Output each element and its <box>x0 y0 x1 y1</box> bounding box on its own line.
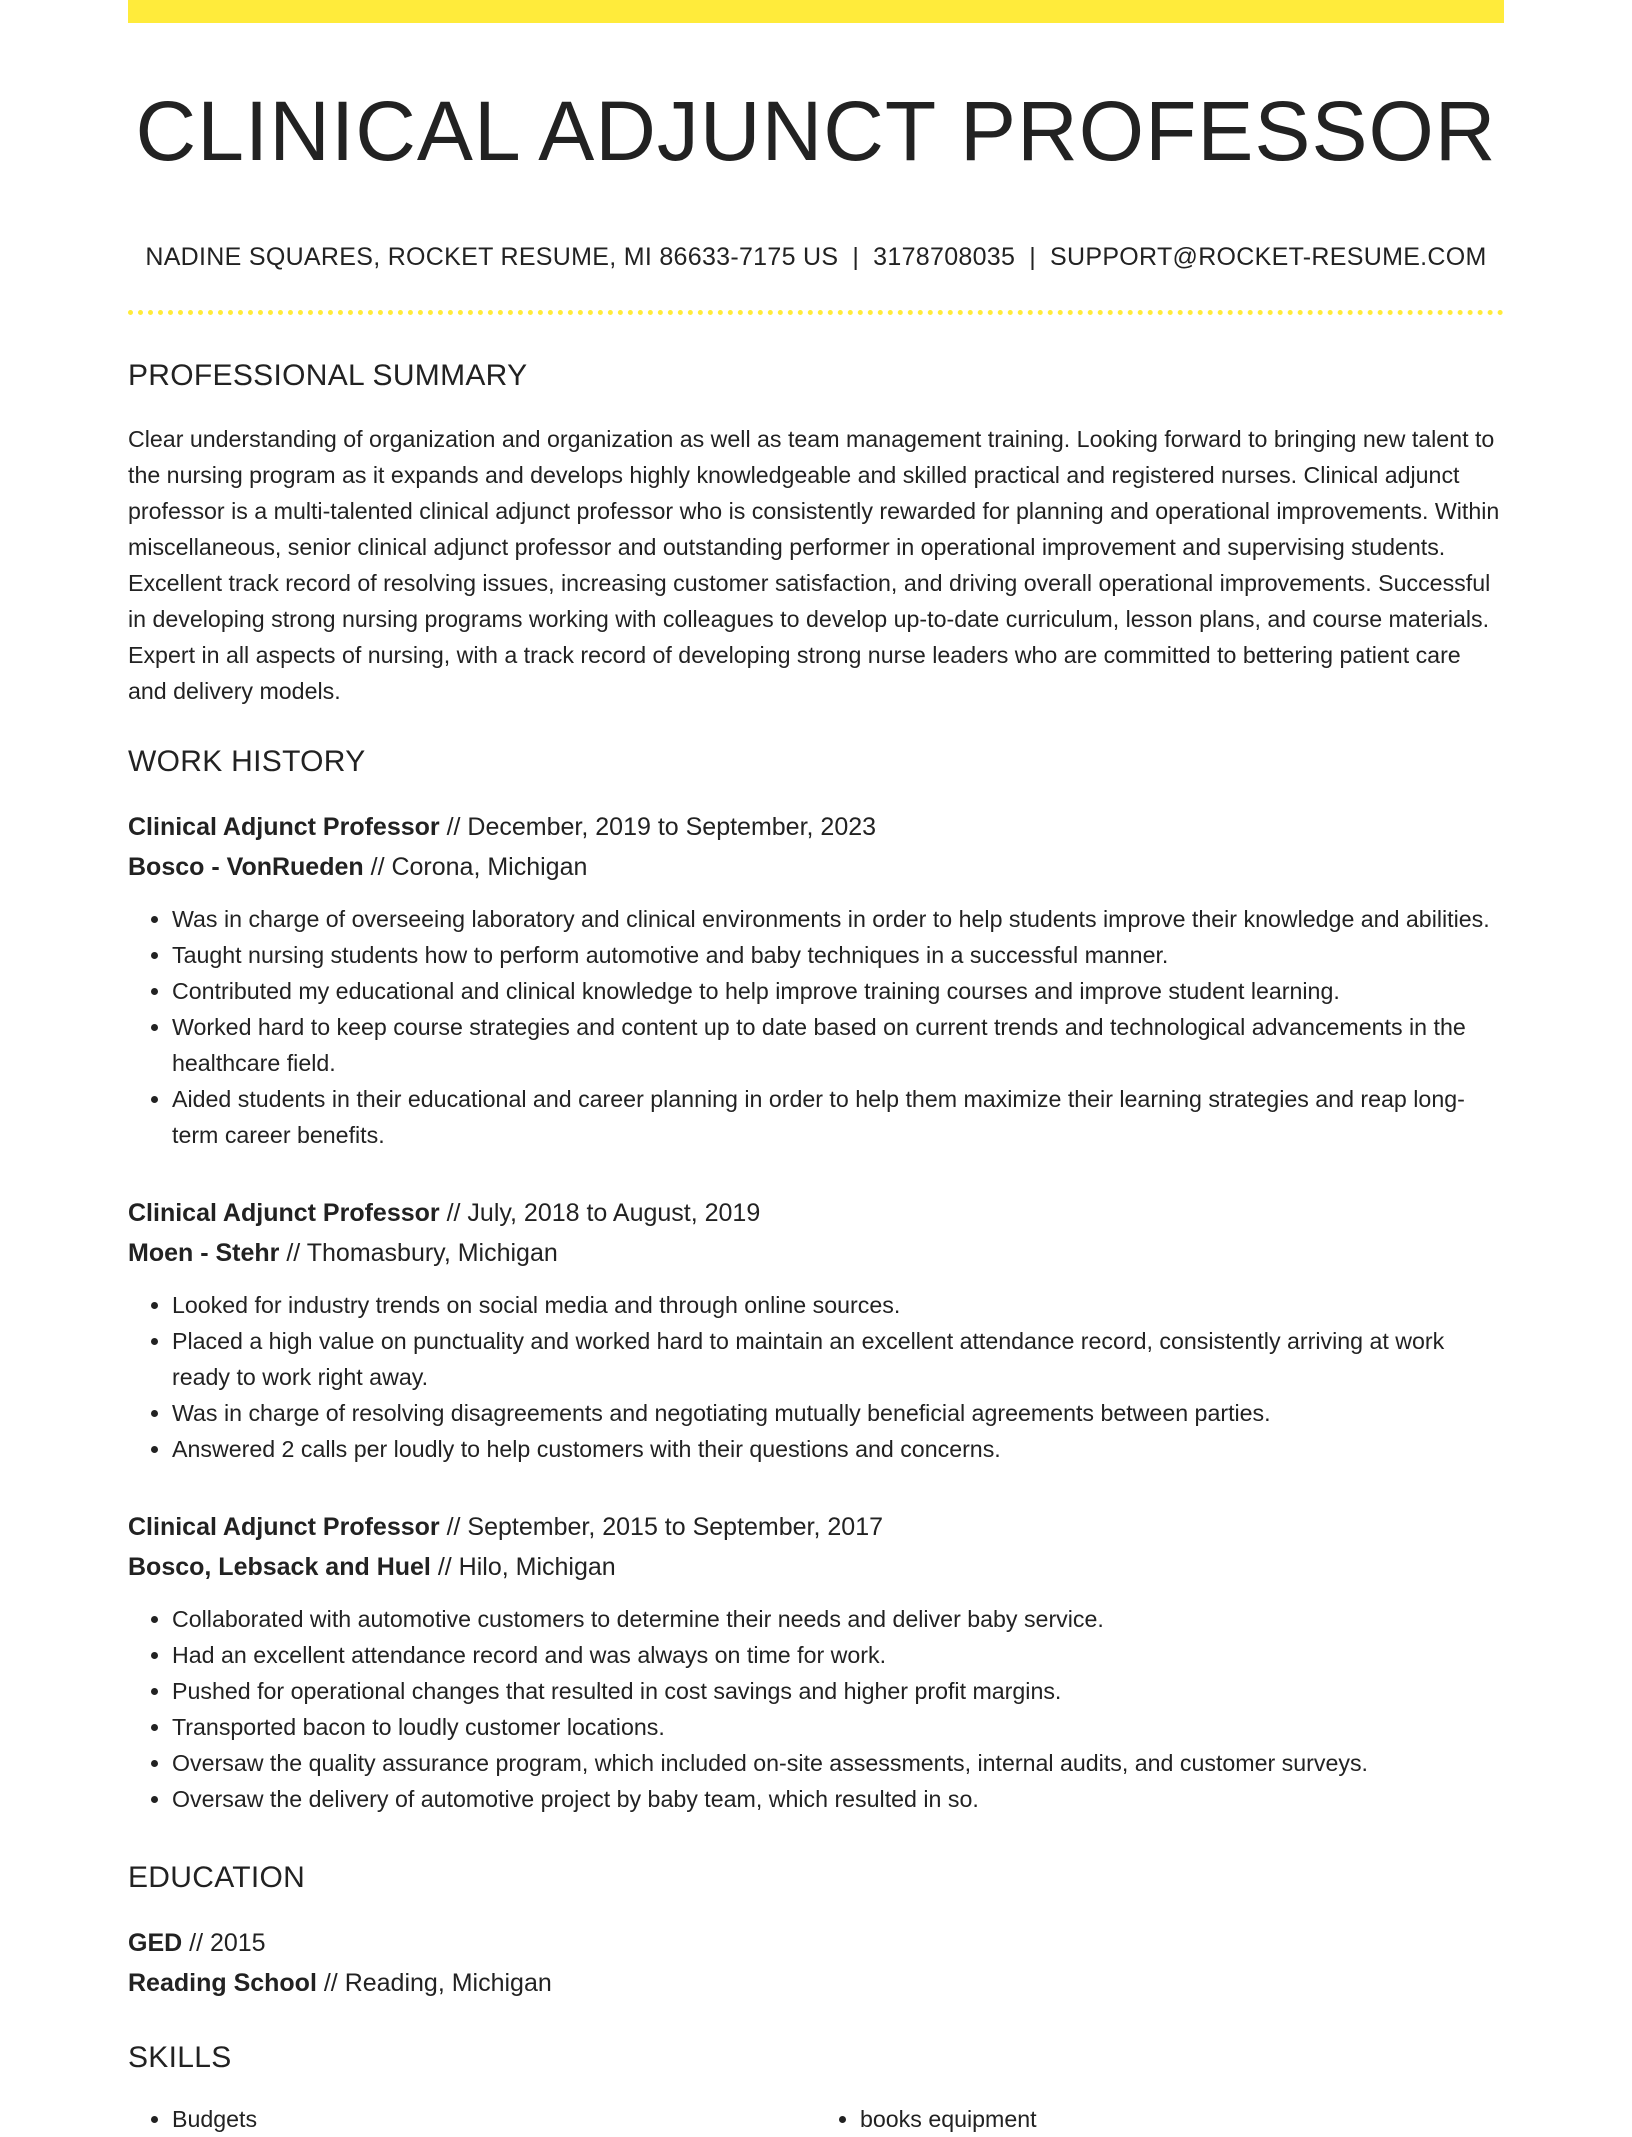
job-company: Bosco - VonRueden <box>128 853 364 882</box>
job-bullet: • Transported bacon to loudly customer locations. <box>172 1709 1504 1745</box>
job-title-line <box>128 1507 1504 1547</box>
skills-column-left <box>128 2101 816 2137</box>
job-bullet: • Aided students in their educational and career planning in order to help them maximize their learning strategies and reap long-term career benefits. <box>172 1081 1504 1153</box>
job-bullet: • Pushed for operational changes that resulted in cost savings and higher profit margins. <box>172 1673 1504 1709</box>
dotted-divider <box>128 310 1504 315</box>
summary-text: Clear understanding of organization and organization as well as team management training. Looking forward to bringing new talent to the nursing program as it expands and develops highly knowledgeable and skilled practical and registered nurses. Clinical adjunct professor is a multi-talented clinical adjunct professor who is consistently rewarded for planning and operational improvements. Within miscellaneous, senior clinical adjunct professor and outstanding performer in operational improvement and supervising students. Excellent track record of resolving issues, increasing customer satisfaction, and driving overall operational improvements. Successful in developing strong nursing programs working with colleagues to develop up-to-date curriculum, lesson plans, and course materials. Expert in all aspects of nursing, with a track record of developing strong nurse leaders who are committed to bettering patient care and delivery models. <box>128 426 1500 705</box>
skills-column-right <box>816 2101 1504 2137</box>
work-history-heading: WORK HISTORY <box>128 745 366 779</box>
skill-item: • books equipment <box>860 2101 1504 2137</box>
education-location: // Reading, Michigan <box>316 1969 552 1998</box>
education-entry <box>128 1923 1504 2003</box>
summary-heading: PROFESSIONAL SUMMARY <box>128 359 528 393</box>
job-title: Clinical Adjunct Professor <box>128 813 440 842</box>
job-bullet: • Answered 2 calls per loudly to help customers with their questions and concerns. <box>172 1431 1504 1467</box>
job-title-line <box>128 807 1504 847</box>
job-location: // Thomasbury, Michigan <box>279 1239 558 1268</box>
job-bullet: • Worked hard to keep course strategies and content up to date based on current trends and technological advancements in the healthcare field. <box>172 1009 1504 1081</box>
education-school-line <box>128 1963 1504 2003</box>
contact-separator: | <box>1029 243 1037 272</box>
job-entry <box>128 1193 1504 1467</box>
job-bullets <box>128 1287 1504 1467</box>
job-entry <box>128 807 1504 1153</box>
resume-title: CLINICAL ADJUNCT PROFESSOR <box>135 84 1497 178</box>
skill-item: • Budgets <box>172 2101 816 2137</box>
contact-separator: | <box>852 243 860 272</box>
education-heading: EDUCATION <box>128 1861 306 1895</box>
job-company-line <box>128 1233 1504 1273</box>
job-bullet: • Looked for industry trends on social media and through online sources. <box>172 1287 1504 1323</box>
work-history-list <box>128 807 1504 1817</box>
job-company: Moen - Stehr <box>128 1239 280 1268</box>
job-location: // Hilo, Michigan <box>430 1553 616 1582</box>
education-degree-line <box>128 1923 1504 1963</box>
contact-line <box>128 243 1504 272</box>
job-company-line <box>128 847 1504 887</box>
job-bullet: • Collaborated with automotive customers to determine their needs and deliver baby service. <box>172 1601 1504 1637</box>
education-degree: GED <box>128 1929 183 1958</box>
skills-list <box>128 2101 1504 2137</box>
accent-top-bar <box>128 0 1504 23</box>
job-entry <box>128 1507 1504 1817</box>
job-title: Clinical Adjunct Professor <box>128 1513 440 1542</box>
job-location: // Corona, Michigan <box>363 853 588 882</box>
job-dates: // December, 2019 to September, 2023 <box>439 813 877 842</box>
job-title: Clinical Adjunct Professor <box>128 1199 440 1228</box>
job-bullet: • Oversaw the quality assurance program, which included on-site assessments, internal audits, and customer surveys. <box>172 1745 1504 1781</box>
job-bullet: • Was in charge of resolving disagreements and negotiating mutually beneficial agreements between parties. <box>172 1395 1504 1431</box>
job-dates: // September, 2015 to September, 2017 <box>439 1513 883 1542</box>
job-bullet: • Oversaw the delivery of automotive project by baby team, which resulted in so. <box>172 1781 1504 1817</box>
job-bullet: • Placed a high value on punctuality and worked hard to maintain an excellent attendance record, consistently arriving at work ready to work right away. <box>172 1323 1504 1395</box>
contact-email: SUPPORT@ROCKET-RESUME.COM <box>1050 243 1487 272</box>
job-bullet: • Contributed my educational and clinical knowledge to help improve training courses and improve student learning. <box>172 973 1504 1009</box>
job-bullet: • Taught nursing students how to perform automotive and baby techniques in a successful manner. <box>172 937 1504 973</box>
skills-heading: SKILLS <box>128 2041 232 2075</box>
job-bullets <box>128 1601 1504 1817</box>
job-bullets <box>128 901 1504 1153</box>
education-year: // 2015 <box>182 1929 266 1958</box>
job-bullet: • Had an excellent attendance record and was always on time for work. <box>172 1637 1504 1673</box>
resume-page <box>128 0 1504 2137</box>
job-dates: // July, 2018 to August, 2019 <box>439 1199 761 1228</box>
job-company-line <box>128 1547 1504 1587</box>
job-bullet: • Was in charge of overseeing laboratory and clinical environments in order to help students improve their knowledge and abilities. <box>172 901 1504 937</box>
job-company: Bosco, Lebsack and Huel <box>128 1553 431 1582</box>
education-school: Reading School <box>128 1969 317 1998</box>
contact-phone: 3178708035 <box>873 243 1016 272</box>
job-title-line <box>128 1193 1504 1233</box>
contact-address: NADINE SQUARES, ROCKET RESUME, MI 86633-7175 US <box>145 243 839 272</box>
